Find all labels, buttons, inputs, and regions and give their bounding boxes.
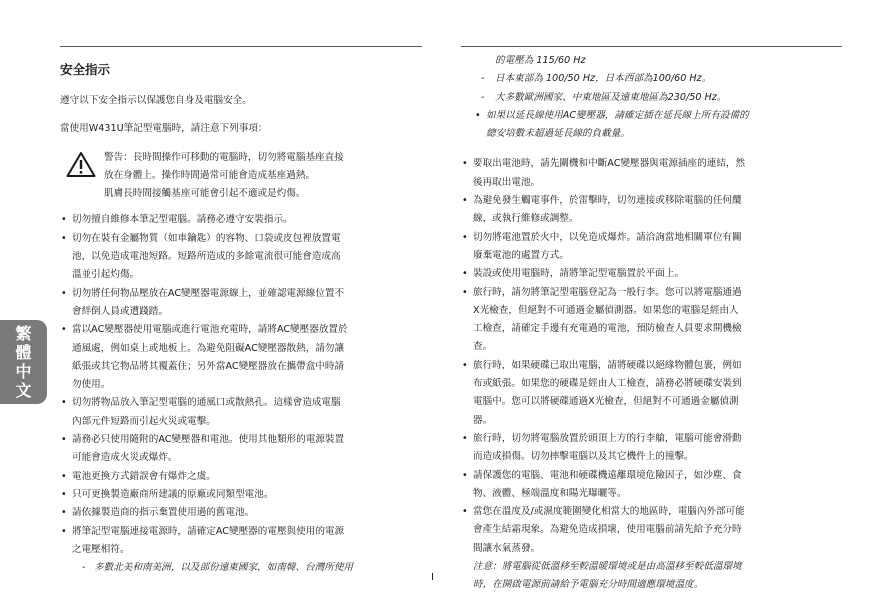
warning-line: 警告：長時間操作可移動的電腦時，切勿將電腦基座直接 [104,151,344,163]
top-rule-right [461,46,842,47]
voltage-dash-continuation: 的電壓為 115/60 Hz [495,55,586,66]
top-rule-left [60,46,422,47]
warning-triangle-icon [60,149,104,204]
voltage-dash-item: - 日本東部為 100/50 Hz，日本西部為100/60 Hz。 [481,73,712,85]
bullet-item: • 旅行時，切勿將電腦放置於頭頂上方的行李艙，電腦可能會滑動 而造成損傷。切勿摔擊電腦以及其它機件上的撞擊。 [461,430,842,467]
bullet-item: • 旅行時，請勿將筆記型電腦登記為一般行李。您可以將電腦通過 X光檢查，但絕對不可通過金屬偵測器。如果您的電腦是經由人 工檢查，請確定手邊有充電過的電池，預防檢查人員要求開機檢 查。 [461,284,842,357]
voltage-dash-item: - 大多數歐洲國家、中東地區及遠東地區為230/50 Hz。 [481,91,727,103]
bullet-item: • 請保護您的電腦、電池和硬碟機遠離環境危險因子，如沙塵、食 物、液體、極端溫度和陽光曝曬等。 [461,467,842,504]
bullet-item: • 為避免發生觸電事件，於雷擊時，切勿連接或移除電腦的任何纜 線，或執行維修或調整。 [461,192,842,229]
warning-line: 肌膚長時間接觸基座可能會引起不適或是灼傷。 [104,188,306,200]
temperature-note: 注意：將電腦從低溫移至較溫暖環境或是由高溫移至較低溫環境 時，在開啟電源前請給予電腦充分時間適應環境溫度。 [473,561,742,591]
bullet-item: • 切勿擅自維修本筆記型電腦。請務必遵守安裝指示。 [60,211,422,229]
bullet-item: • 切勿將電池置於火中，以免造成爆炸。請洽詢當地相關單位有關 廢棄電池的處置方式。 [461,229,842,266]
section-title: 安全指示 [60,62,111,77]
intro-text: 遵守以下安全指示以保護您自身及電腦安全。 [60,95,252,106]
bullet-item: • 將筆記型電腦連接電源時，請確定AC變壓器的電壓與使用的電源 之電壓相符。 [60,523,422,560]
bullet-item: • 當您在溫度及/或濕度範圍變化相當大的地區時，電腦內外部可能 會產生結霜現象。為避免造成損壞，使用電腦前請先給予充分時 間讓水氣蒸發。 [461,503,842,558]
bullet-item: • 旅行時，如果硬碟已取出電腦，請將硬碟以絕緣物體包裹，例如 布或紙張。如果您的硬碟是經由人工檢查，請務必將硬碟安裝到 電腦中。您可以將硬碟通過X光檢查，但絕對不可通過金屬偵測 器。 [461,357,842,430]
bullet-item: • 切勿在裝有金屬物質（如車鑰匙）的容物、口袋或皮包裡放置電 池，以免造成電池短路。短路所造成的多餘電流很可能會造成高 溫並引起灼傷。 [60,230,422,285]
bullet-item: • 切勿將物品放入筆記型電腦的通風口或散熱孔。這樣會造成電腦 內部元件短路而引起火災或電擊。 [60,394,422,431]
voltage-dash-item: - 多數北美和南美洲，以及部份遠東國家，如南韓、台灣所使用 [82,562,354,574]
right-column [461,52,842,595]
warning-text [104,149,422,204]
left-column [60,52,422,577]
when-using-text: 當使用W431U筆記型電腦時，請注意下列事項： [60,123,268,135]
language-side-tab: 繁 體 中 文 [0,320,47,404]
bullet-item: • 要取出電池時，請先關機和中斷AC變壓器與電源插座的連結，然 後再取出電池。 [461,155,842,192]
bullet-item: • 電池更換方式錯誤會有爆炸之虞。 [60,468,422,486]
warning-line: 放在身體上。操作時間過常可能會造成基座過熱。 [104,169,316,181]
warning-box [60,149,422,204]
bullet-item: • 裝設或使用電腦時，請將筆記型電腦置於平面上。 [461,265,842,283]
page-number: I [431,572,434,583]
extension-cord-item: • 如果以延長線使用AC變壓器，請確定插在延長線上所有設備的 總安培數未超過延長線的負載量。 [475,109,749,140]
bullet-item: • 當以AC變壓器使用電腦或進行電池充電時，請將AC變壓器放置於 通風處，例如桌上或地板上。為避免阻礙AC變壓器散熱，請勿讓 紙張或其它物品將其覆蓋住；另外當AC變壓器放在攜帶盒中時請 勿使用。 [60,321,422,394]
bullet-item: • 只可更換製造廠商所建議的原廠或同類型電池。 [60,486,422,504]
bullet-item: • 請務必只使用隨附的AC變壓器和電池。使用其他類形的電源裝置 可能會造成火災或爆炸。 [60,431,422,468]
bullet-item: • 請依據製造商的指示棄置使用過的舊電池。 [60,504,422,522]
bullet-item: • 切勿將任何物品壓放在AC變壓器電源線上，並確認電源線位置不 會絆倒人員或遭踐踏。 [60,285,422,322]
